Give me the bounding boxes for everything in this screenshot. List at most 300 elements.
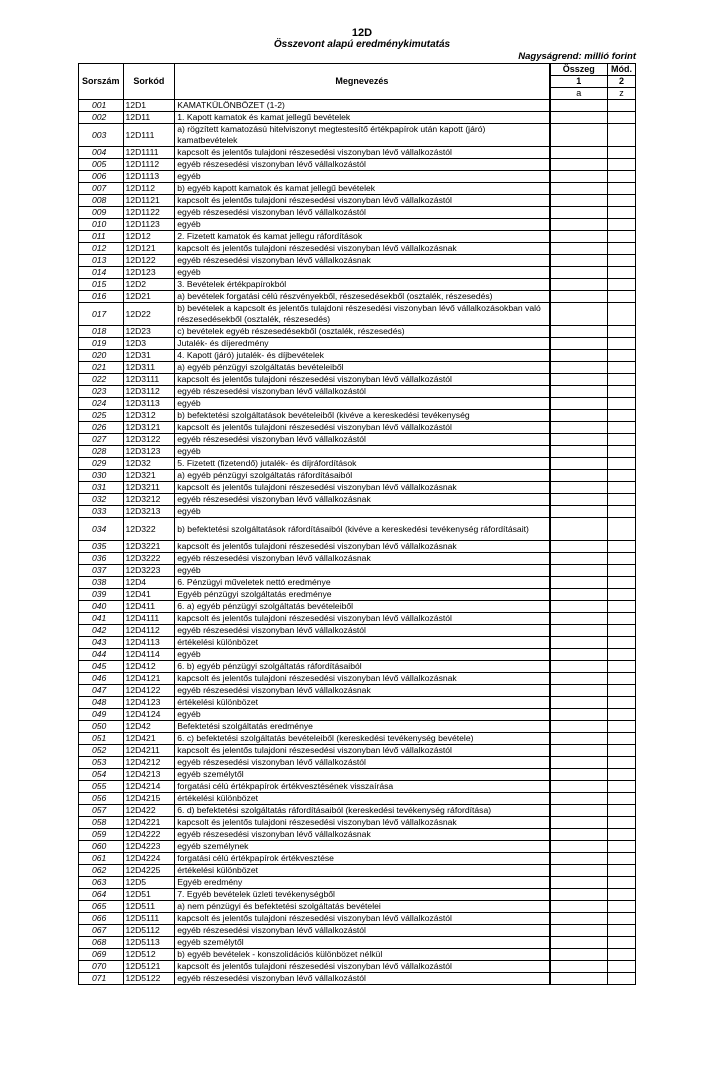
row-value-osszeg[interactable] — [550, 901, 608, 913]
row-value-mod[interactable] — [608, 673, 636, 685]
row-value-mod[interactable] — [608, 494, 636, 506]
row-code: 12D3111 — [123, 374, 175, 386]
table-row — [79, 973, 636, 985]
row-value-osszeg[interactable] — [550, 577, 608, 589]
row-value-osszeg[interactable] — [550, 171, 608, 183]
row-value-mod[interactable] — [608, 601, 636, 613]
row-number: 063 — [79, 877, 124, 889]
row-name: egyéb — [175, 219, 550, 231]
row-code: 12D5121 — [123, 961, 175, 973]
row-number: 022 — [79, 374, 124, 386]
row-value-mod[interactable] — [608, 279, 636, 291]
row-value-mod[interactable] — [608, 973, 636, 985]
row-name: egyéb részesedési viszonyban lévő vállalkozástól — [175, 925, 550, 937]
row-value-mod[interactable] — [608, 171, 636, 183]
row-value-osszeg[interactable] — [550, 877, 608, 889]
row-code: 12D4225 — [123, 865, 175, 877]
row-value-osszeg[interactable] — [550, 661, 608, 673]
row-name: b) befektetési szolgáltatások bevételeiből (kivéve a kereskedési tevékenység — [175, 410, 550, 422]
row-number: 064 — [79, 889, 124, 901]
row-value-mod[interactable] — [608, 733, 636, 745]
row-value-osszeg[interactable] — [550, 183, 608, 195]
row-code: 12D4122 — [123, 685, 175, 697]
row-number: 012 — [79, 243, 124, 255]
table-row — [79, 673, 636, 685]
row-value-osszeg[interactable] — [550, 386, 608, 398]
row-name: egyéb személytől — [175, 937, 550, 949]
row-value-mod[interactable] — [608, 398, 636, 410]
row-value-osszeg[interactable] — [550, 817, 608, 829]
table-row — [79, 733, 636, 745]
row-value-osszeg[interactable] — [550, 961, 608, 973]
row-value-mod[interactable] — [608, 865, 636, 877]
row-value-mod[interactable] — [608, 961, 636, 973]
row-value-osszeg[interactable] — [550, 865, 608, 877]
row-value-mod[interactable] — [608, 124, 636, 147]
row-value-osszeg[interactable] — [550, 147, 608, 159]
row-value-mod[interactable] — [608, 541, 636, 553]
row-value-mod[interactable] — [608, 637, 636, 649]
table-row — [79, 781, 636, 793]
col-header-sorkod: Sorkód — [123, 64, 175, 100]
table-row — [79, 577, 636, 589]
table-row — [79, 267, 636, 279]
row-value-osszeg[interactable] — [550, 781, 608, 793]
row-value-osszeg[interactable] — [550, 937, 608, 949]
table-row — [79, 661, 636, 673]
row-code: 12D5112 — [123, 925, 175, 937]
row-name: értékelési különbözet — [175, 697, 550, 709]
row-code: 12D1121 — [123, 195, 175, 207]
row-code: 12D23 — [123, 326, 175, 338]
row-name: kapcsolt és jelentős tulajdoni részesedési viszonyban lévő vállalkozásnak — [175, 817, 550, 829]
table-row — [79, 625, 636, 637]
row-name: b) bevételek a kapcsolt és jelentős tulajdoni részesedési viszonyban lévő vállalkozásokban való részesedésekből (osztalék, részesedés) — [175, 303, 550, 326]
row-number: 023 — [79, 386, 124, 398]
row-value-osszeg[interactable] — [550, 913, 608, 925]
table-row — [79, 925, 636, 937]
row-value-mod[interactable] — [608, 913, 636, 925]
row-value-mod[interactable] — [608, 434, 636, 446]
row-code: 12D21 — [123, 291, 175, 303]
row-value-osszeg[interactable] — [550, 553, 608, 565]
row-value-osszeg[interactable] — [550, 219, 608, 231]
row-value-osszeg[interactable] — [550, 793, 608, 805]
row-value-mod[interactable] — [608, 195, 636, 207]
row-value-osszeg[interactable] — [550, 637, 608, 649]
row-number: 062 — [79, 865, 124, 877]
row-value-mod[interactable] — [608, 565, 636, 577]
row-code: 12D1122 — [123, 207, 175, 219]
row-name: 4. Kapott (járó) jutalék- és díjbevételek — [175, 350, 550, 362]
row-name: kapcsolt és jelentős tulajdoni részesedési viszonyban lévő vállalkozástól — [175, 374, 550, 386]
row-number: 066 — [79, 913, 124, 925]
row-number: 018 — [79, 326, 124, 338]
row-code: 12D4111 — [123, 613, 175, 625]
row-value-osszeg[interactable] — [550, 673, 608, 685]
row-code: 12D3222 — [123, 553, 175, 565]
row-code: 12D3212 — [123, 494, 175, 506]
row-value-mod[interactable] — [608, 231, 636, 243]
row-name: 6. b) egyéb pénzügyi szolgáltatás ráfordításaiból — [175, 661, 550, 673]
row-value-osszeg[interactable] — [550, 841, 608, 853]
row-value-osszeg[interactable] — [550, 506, 608, 518]
row-number: 065 — [79, 901, 124, 913]
row-value-osszeg[interactable] — [550, 769, 608, 781]
row-value-mod[interactable] — [608, 326, 636, 338]
row-name: 3. Bevételek értékpapírokból — [175, 279, 550, 291]
table-row — [79, 961, 636, 973]
row-name: egyéb személytől — [175, 769, 550, 781]
col-number-mod: 2 — [608, 76, 636, 88]
row-name: 6. d) befektetési szolgáltatás ráfordításaiból (kereskedési tevékenység ráfordítása) — [175, 805, 550, 817]
unit-note: Nagyságrend: millió forint — [518, 51, 636, 62]
row-value-osszeg[interactable] — [550, 243, 608, 255]
row-code: 12D41 — [123, 589, 175, 601]
row-value-mod[interactable] — [608, 350, 636, 362]
row-value-mod[interactable] — [608, 446, 636, 458]
row-code: 12D3223 — [123, 565, 175, 577]
row-name: kapcsolt és jelentős tulajdoni részesedési viszonyban lévő vállalkozásnak — [175, 482, 550, 494]
row-name: egyéb részesedési viszonyban lévő vállalkozástól — [175, 159, 550, 171]
row-value-osszeg[interactable] — [550, 231, 608, 243]
row-code: 12D412 — [123, 661, 175, 673]
row-value-mod[interactable] — [608, 374, 636, 386]
row-number: 014 — [79, 267, 124, 279]
row-name: KAMATKÜLÖNBÖZET (1-2) — [175, 100, 550, 112]
row-value-mod[interactable] — [608, 613, 636, 625]
row-value-osszeg[interactable] — [550, 159, 608, 171]
row-value-osszeg[interactable] — [550, 470, 608, 482]
row-code: 12D3221 — [123, 541, 175, 553]
row-value-osszeg[interactable] — [550, 207, 608, 219]
row-code: 12D4 — [123, 577, 175, 589]
row-value-mod[interactable] — [608, 685, 636, 697]
row-number: 058 — [79, 817, 124, 829]
row-value-mod[interactable] — [608, 841, 636, 853]
row-value-mod[interactable] — [608, 829, 636, 841]
row-name: a) rögzített kamatozású hitelviszonyt megtestesítő értékpapírok után kapott (járó) kamatbevételek — [175, 124, 550, 147]
row-value-osszeg[interactable] — [550, 195, 608, 207]
row-value-mod[interactable] — [608, 889, 636, 901]
row-value-mod[interactable] — [608, 553, 636, 565]
row-value-mod[interactable] — [608, 518, 636, 541]
row-name: b) egyéb kapott kamatok és kamat jellegű bevételek — [175, 183, 550, 195]
row-value-mod[interactable] — [608, 949, 636, 961]
row-number: 032 — [79, 494, 124, 506]
row-code: 12D512 — [123, 949, 175, 961]
table-row — [79, 422, 636, 434]
row-value-mod[interactable] — [608, 853, 636, 865]
row-number: 052 — [79, 745, 124, 757]
table-row — [79, 769, 636, 781]
row-value-mod[interactable] — [608, 386, 636, 398]
row-name: a) nem pénzügyi és befektetési szolgáltatás bevételei — [175, 901, 550, 913]
row-code: 12D4223 — [123, 841, 175, 853]
row-value-mod[interactable] — [608, 458, 636, 470]
row-value-mod[interactable] — [608, 112, 636, 124]
row-value-mod[interactable] — [608, 482, 636, 494]
row-value-osszeg[interactable] — [550, 124, 608, 147]
row-value-mod[interactable] — [608, 769, 636, 781]
row-number: 003 — [79, 124, 124, 147]
row-value-osszeg[interactable] — [550, 410, 608, 422]
row-value-osszeg[interactable] — [550, 697, 608, 709]
col-header-megnevezes: Megnevezés — [175, 64, 550, 100]
row-value-osszeg[interactable] — [550, 374, 608, 386]
row-name: egyéb részesedési viszonyban lévő vállalkozásnak — [175, 685, 550, 697]
row-value-osszeg[interactable] — [550, 853, 608, 865]
row-code: 12D422 — [123, 805, 175, 817]
row-code: 12D111 — [123, 124, 175, 147]
row-value-osszeg[interactable] — [550, 733, 608, 745]
row-code: 12D311 — [123, 362, 175, 374]
row-name: c) bevételek egyéb részesedésekből (osztalék, részesedés) — [175, 326, 550, 338]
row-value-osszeg[interactable] — [550, 889, 608, 901]
row-name: egyéb személynek — [175, 841, 550, 853]
row-value-osszeg[interactable] — [550, 291, 608, 303]
row-value-mod[interactable] — [608, 709, 636, 721]
table-row — [79, 124, 636, 147]
row-number: 016 — [79, 291, 124, 303]
row-value-mod[interactable] — [608, 661, 636, 673]
row-value-osszeg[interactable] — [550, 482, 608, 494]
row-value-mod[interactable] — [608, 338, 636, 350]
row-value-osszeg[interactable] — [550, 350, 608, 362]
row-code: 12D5113 — [123, 937, 175, 949]
row-name: kapcsolt és jelentős tulajdoni részesedési viszonyban lévő vállalkozástól — [175, 195, 550, 207]
row-value-mod[interactable] — [608, 793, 636, 805]
row-value-mod[interactable] — [608, 745, 636, 757]
row-value-osszeg[interactable] — [550, 434, 608, 446]
row-code: 12D3123 — [123, 446, 175, 458]
col-header-osszeg: Összeg — [550, 64, 608, 76]
row-value-mod[interactable] — [608, 877, 636, 889]
row-code: 12D4212 — [123, 757, 175, 769]
row-value-mod[interactable] — [608, 757, 636, 769]
row-code: 12D4124 — [123, 709, 175, 721]
table-row — [79, 159, 636, 171]
table-row — [79, 470, 636, 482]
row-number: 017 — [79, 303, 124, 326]
row-value-osszeg[interactable] — [550, 601, 608, 613]
row-value-mod[interactable] — [608, 697, 636, 709]
row-value-mod[interactable] — [608, 649, 636, 661]
row-value-osszeg[interactable] — [550, 494, 608, 506]
row-value-mod[interactable] — [608, 721, 636, 733]
table-row — [79, 553, 636, 565]
col-header-mod: Mód. — [608, 64, 636, 76]
row-code: 12D4221 — [123, 817, 175, 829]
row-name: kapcsolt és jelentős tulajdoni részesedési viszonyban lévő vállalkozástól — [175, 613, 550, 625]
table-row — [79, 183, 636, 195]
row-value-osszeg[interactable] — [550, 649, 608, 661]
row-name: egyéb — [175, 649, 550, 661]
row-value-osszeg[interactable] — [550, 398, 608, 410]
row-value-osszeg[interactable] — [550, 973, 608, 985]
row-number: 056 — [79, 793, 124, 805]
row-value-osszeg[interactable] — [550, 362, 608, 374]
row-number: 004 — [79, 147, 124, 159]
row-number: 061 — [79, 853, 124, 865]
row-value-osszeg[interactable] — [550, 745, 608, 757]
row-value-osszeg[interactable] — [550, 565, 608, 577]
row-value-osszeg[interactable] — [550, 518, 608, 541]
table-row — [79, 913, 636, 925]
form-code-title: 12D — [351, 27, 373, 39]
row-name: értékelési különbözet — [175, 793, 550, 805]
row-number: 042 — [79, 625, 124, 637]
row-name: egyéb részesedési viszonyban lévő vállalkozásnak — [175, 553, 550, 565]
row-value-osszeg[interactable] — [550, 805, 608, 817]
row-code: 12D3 — [123, 338, 175, 350]
row-name: egyéb részesedési viszonyban lévő vállalkozásnak — [175, 494, 550, 506]
row-code: 12D22 — [123, 303, 175, 326]
row-code: 12D1113 — [123, 171, 175, 183]
table-row — [79, 494, 636, 506]
row-name: 2. Fizetett kamatok és kamat jellegu ráfordítások — [175, 231, 550, 243]
row-value-osszeg[interactable] — [550, 949, 608, 961]
row-value-osszeg[interactable] — [550, 685, 608, 697]
income-statement-table — [78, 63, 636, 985]
row-value-mod[interactable] — [608, 159, 636, 171]
row-name: Jutalék- és díjeredmény — [175, 338, 550, 350]
row-value-osszeg[interactable] — [550, 625, 608, 637]
row-number: 001 — [79, 100, 124, 112]
row-code: 12D4113 — [123, 637, 175, 649]
row-number: 036 — [79, 553, 124, 565]
row-name: b) befektetési szolgáltatások ráfordításaiból (kivéve a kereskedési tevékenység ráfordításait) — [175, 518, 550, 541]
row-name: egyéb — [175, 446, 550, 458]
row-value-mod[interactable] — [608, 901, 636, 913]
table-row — [79, 255, 636, 267]
row-number: 028 — [79, 446, 124, 458]
row-value-mod[interactable] — [608, 243, 636, 255]
row-value-osszeg[interactable] — [550, 829, 608, 841]
row-value-osszeg[interactable] — [550, 338, 608, 350]
table-row — [79, 243, 636, 255]
row-value-mod[interactable] — [608, 805, 636, 817]
row-value-mod[interactable] — [608, 219, 636, 231]
row-code: 12D321 — [123, 470, 175, 482]
row-value-osszeg[interactable] — [550, 541, 608, 553]
row-value-mod[interactable] — [608, 303, 636, 326]
row-value-osszeg[interactable] — [550, 613, 608, 625]
table-row — [79, 805, 636, 817]
row-code: 12D42 — [123, 721, 175, 733]
row-name: egyéb részesedési viszonyban lévő vállalkozástól — [175, 625, 550, 637]
row-value-mod[interactable] — [608, 362, 636, 374]
row-value-mod[interactable] — [608, 925, 636, 937]
row-value-mod[interactable] — [608, 410, 636, 422]
row-number: 006 — [79, 171, 124, 183]
row-value-mod[interactable] — [608, 781, 636, 793]
table-row — [79, 865, 636, 877]
row-value-mod[interactable] — [608, 422, 636, 434]
row-value-osszeg[interactable] — [550, 422, 608, 434]
row-value-mod[interactable] — [608, 937, 636, 949]
table-row — [79, 350, 636, 362]
row-value-mod[interactable] — [608, 625, 636, 637]
row-value-osszeg[interactable] — [550, 925, 608, 937]
row-value-mod[interactable] — [608, 470, 636, 482]
table-row — [79, 841, 636, 853]
row-value-osszeg[interactable] — [550, 589, 608, 601]
row-number: 021 — [79, 362, 124, 374]
table-row — [79, 326, 636, 338]
row-value-osszeg[interactable] — [550, 267, 608, 279]
table-row — [79, 721, 636, 733]
row-code: 12D4215 — [123, 793, 175, 805]
table-row — [79, 386, 636, 398]
row-number: 027 — [79, 434, 124, 446]
row-value-osszeg[interactable] — [550, 757, 608, 769]
row-name: kapcsolt és jelentős tulajdoni részesedési viszonyban lévő vállalkozásnak — [175, 243, 550, 255]
table-row — [79, 362, 636, 374]
table-row — [79, 147, 636, 159]
row-value-osszeg[interactable] — [550, 446, 608, 458]
row-value-mod[interactable] — [608, 183, 636, 195]
row-name: egyéb — [175, 398, 550, 410]
row-code: 12D421 — [123, 733, 175, 745]
row-number: 029 — [79, 458, 124, 470]
row-value-mod[interactable] — [608, 577, 636, 589]
row-value-osszeg[interactable] — [550, 255, 608, 267]
table-row — [79, 374, 636, 386]
row-value-mod[interactable] — [608, 291, 636, 303]
row-value-osszeg[interactable] — [550, 279, 608, 291]
row-value-osszeg[interactable] — [550, 458, 608, 470]
row-value-mod[interactable] — [608, 100, 636, 112]
row-value-mod[interactable] — [608, 147, 636, 159]
row-value-osszeg[interactable] — [550, 326, 608, 338]
row-value-mod[interactable] — [608, 817, 636, 829]
row-number: 007 — [79, 183, 124, 195]
row-number: 049 — [79, 709, 124, 721]
row-value-mod[interactable] — [608, 589, 636, 601]
row-number: 019 — [79, 338, 124, 350]
table-row — [79, 877, 636, 889]
row-number: 008 — [79, 195, 124, 207]
row-number: 011 — [79, 231, 124, 243]
table-row — [79, 853, 636, 865]
table-row — [79, 937, 636, 949]
row-value-osszeg[interactable] — [550, 112, 608, 124]
row-value-mod[interactable] — [608, 207, 636, 219]
table-row — [79, 949, 636, 961]
row-number: 002 — [79, 112, 124, 124]
row-value-mod[interactable] — [608, 267, 636, 279]
table-row — [79, 649, 636, 661]
row-code: 12D312 — [123, 410, 175, 422]
row-name: 6. a) egyéb pénzügyi szolgáltatás bevételeiből — [175, 601, 550, 613]
row-value-mod[interactable] — [608, 255, 636, 267]
row-number: 057 — [79, 805, 124, 817]
row-code: 12D3113 — [123, 398, 175, 410]
row-value-osszeg[interactable] — [550, 303, 608, 326]
row-code: 12D1112 — [123, 159, 175, 171]
row-value-mod[interactable] — [608, 506, 636, 518]
row-number: 044 — [79, 649, 124, 661]
row-name: egyéb részesedési viszonyban lévő vállalkozástól — [175, 973, 550, 985]
table-row — [79, 291, 636, 303]
row-value-osszeg[interactable] — [550, 721, 608, 733]
row-value-osszeg[interactable] — [550, 100, 608, 112]
row-value-osszeg[interactable] — [550, 709, 608, 721]
row-code: 12D3213 — [123, 506, 175, 518]
table-row — [79, 601, 636, 613]
row-name: egyéb részesedési viszonyban lévő vállalkozástól — [175, 386, 550, 398]
